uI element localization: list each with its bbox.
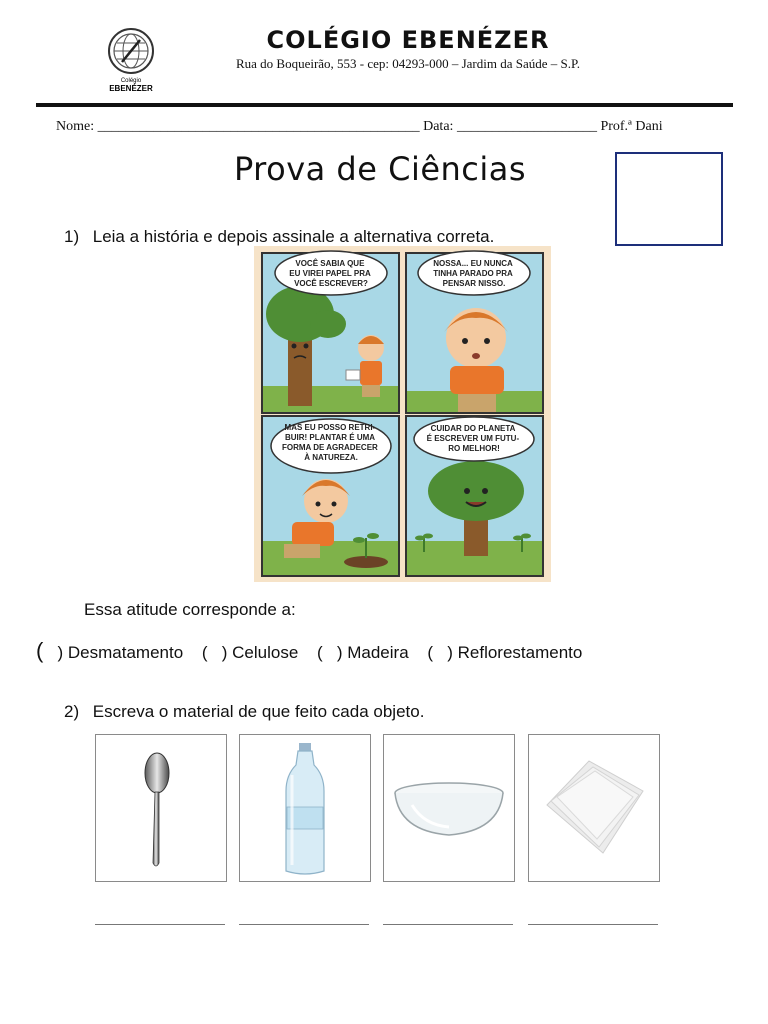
panel-2-line-1: NOSSA... EU NUNCA [433,259,513,268]
question-1 [64,227,494,247]
comic-panel-1 [262,251,399,413]
question-1-number: 1) [64,227,80,246]
glass-bowl-image [383,734,515,882]
comic-panel-2 [406,251,543,413]
panel-2-line-3: PENSAR NISSO. [442,279,506,288]
name-field[interactable]: ______________________________________________ [97,119,420,134]
panel-1-line-1: VOCÊ SABIA QUE [295,259,365,268]
date-label: Data: [423,119,454,134]
option-label: Reflorestamento [457,643,583,662]
svg-text:NOSSA... EU NUNCA TINH [433,259,515,288]
option-label: Celulose [232,643,299,662]
school-name: COLÉGIO EBENÉZER [266,26,550,54]
school-address: Rua do Boqueirão, 553 - cep: 04293-000 – Jardim da Saúde – S.P. [235,56,581,71]
comic-panel-3 [262,416,399,576]
grade-box [615,152,723,246]
panel-1-line-3: VOCÊ ESCREVER? [294,279,368,288]
answer-line-napkins[interactable] [528,924,658,925]
panel-4-line-1: CUIDAR DO PLANETA [430,424,516,433]
panel-3-line-3: FORMA DE AGRADECER [281,443,378,452]
student-info-line [56,119,663,135]
option-reflorestamento[interactable]: ( ) Reflorestamento [427,643,583,662]
answer-line-spoon[interactable] [95,924,225,925]
option-label: Madeira [347,643,409,662]
teacher-name: Prof.ª Dani [600,119,663,134]
page-title: Prova de Ciências [233,150,527,188]
spoon-image [95,734,227,882]
option-madeira[interactable]: ( ) Madeira [317,643,409,662]
comic-panel-4 [406,416,543,576]
panel-4-line-3: RO MELHOR! [448,444,500,453]
question-2 [64,702,424,722]
comic-strip [254,246,551,582]
panel-1-line-2: EU VIREI PAPEL PRA [289,269,371,278]
panel-3-line-1: MAS EU POSSO RETRI- [284,423,376,432]
answer-line-bowl[interactable] [383,924,513,925]
question-1-text: Leia a história e depois assinale a alternativa correta. [92,227,495,246]
checkbox-paren[interactable]: ( [36,638,44,663]
question-2-text: Escreva o material de que feito cada objeto. [92,702,425,721]
option-celulose[interactable]: ( ) Celulose [201,643,299,662]
date-field[interactable]: ____________________ [456,119,597,134]
paper-napkins-image [528,734,660,882]
panel-4-line-2: É ESCREVER UM FUTU- [426,434,520,443]
logo-text-1: Colégio [120,78,142,84]
name-label: Nome: [56,119,95,134]
answer-options [36,638,596,664]
question-1-prompt: Essa atitude corresponde a: [84,600,296,619]
question-2-number: 2) [64,702,80,721]
panel-2-line-2: TINHA PARADO PRA [433,269,513,278]
water-bottle-image [239,734,371,882]
header-divider [36,103,733,107]
svg-text:VOCÊ SABIA QUE EU VIRE [289,259,372,288]
panel-3-line-4: À NATUREZA. [304,453,358,462]
logo-text-2: EBENÉZER [109,84,153,93]
option-desmatamento[interactable]: ( ) Desmatamento [36,638,184,663]
option-label: Desmatamento [67,643,184,662]
panel-3-line-2: BUIR! PLANTAR É UMA [284,433,375,442]
answer-line-bottle[interactable] [239,924,369,925]
